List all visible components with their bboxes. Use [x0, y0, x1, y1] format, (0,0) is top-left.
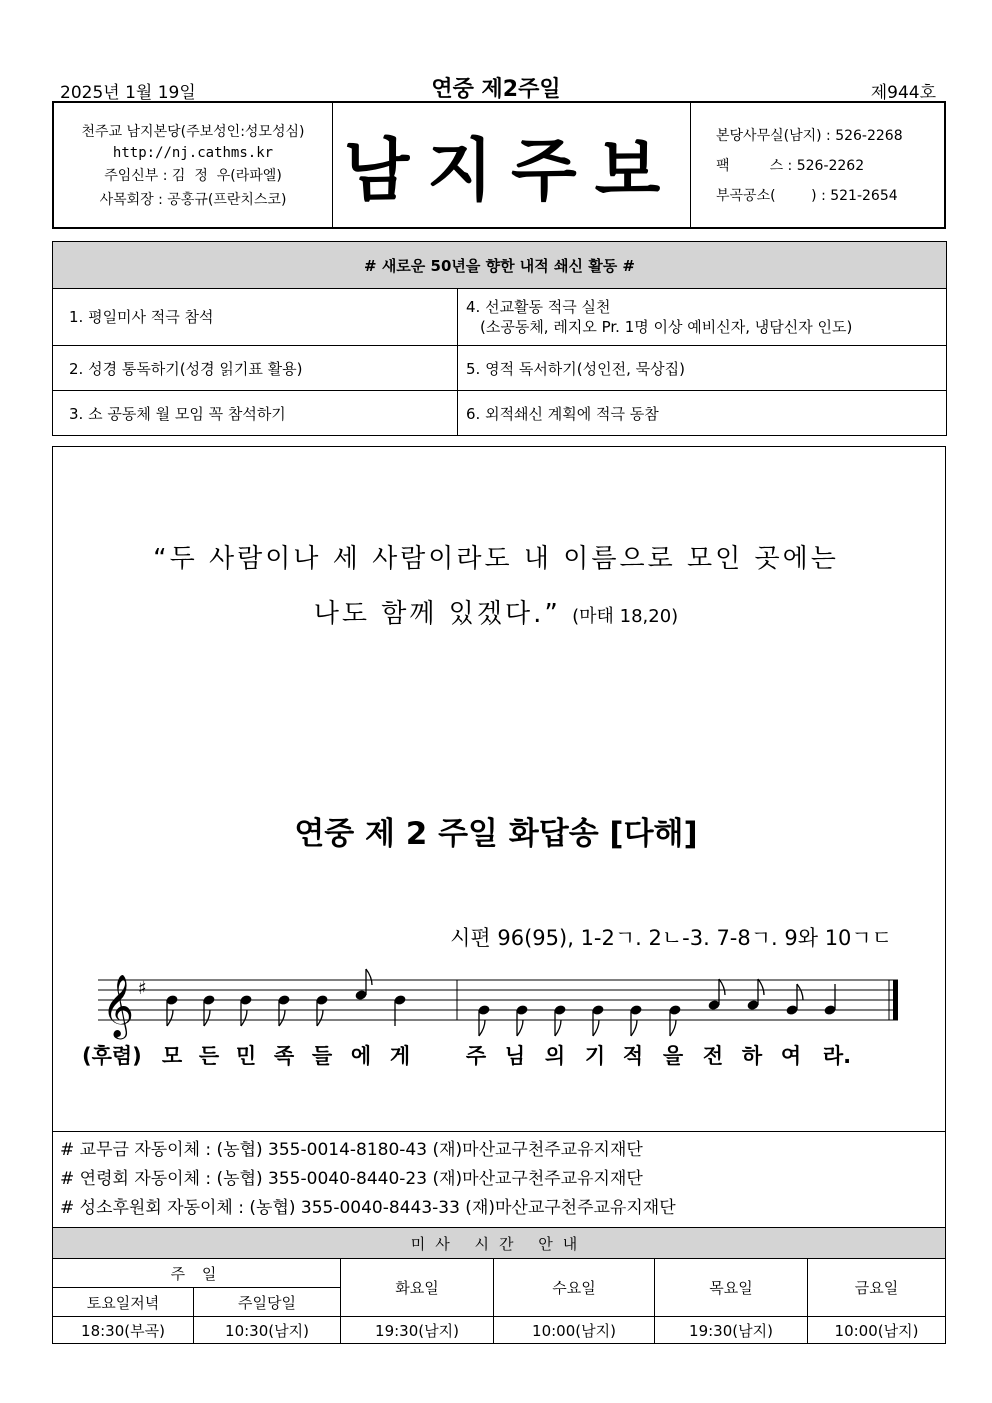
- masthead: [52, 101, 946, 229]
- notes: [165, 969, 836, 1036]
- parish-name: 천주교 남지본당(주보성인:성모성심): [81, 124, 305, 140]
- activities-table: [52, 241, 947, 436]
- final-barline: [893, 980, 898, 1020]
- bulletin-title: 남지주보: [332, 103, 691, 227]
- scripture-quote-text: 나도 함께 있겠다.”: [313, 599, 561, 629]
- day-fri: 금요일: [808, 1259, 946, 1317]
- bulletin-date: 2025년 1월 19일: [60, 83, 196, 103]
- lyric-syllable: 족: [273, 1044, 295, 1068]
- mass-schedule: [52, 1227, 946, 1344]
- lyric-syllable: 의: [544, 1044, 566, 1068]
- time-thu: 19:30(남지): [655, 1317, 808, 1344]
- time-wed: 10:00(남지): [494, 1317, 655, 1344]
- lyric-syllable: 모: [161, 1044, 183, 1068]
- liturgical-week: 연중 제2주일: [431, 77, 561, 102]
- lyric-syllable: 든: [198, 1044, 220, 1068]
- transfer-vocation: # 성소후원회 자동이체 : (농협) 355-0040-8443-33 (재)마산교구천주교유지재단: [60, 1198, 676, 1218]
- psalm-title: 연중 제 2 주일 화답송 [다해]: [294, 816, 698, 852]
- pastor-name: 주임신부 : 김 정 우(라파엘): [104, 168, 282, 184]
- lyric-syllable: 적: [622, 1044, 644, 1068]
- note-flag: [366, 969, 372, 985]
- sunday-day: 주일당일: [194, 1288, 341, 1317]
- note-flag: [204, 1010, 210, 1026]
- activity-2: 2. 성경 통독하기(성경 읽기표 활용): [53, 346, 458, 391]
- music-staff: [0, 960, 992, 1040]
- lyric-syllable: 전: [702, 1044, 724, 1068]
- activity-3: 3. 소 공동체 월 모임 꼭 참석하기: [53, 391, 458, 436]
- scripture-reference: (마태 18,20): [572, 606, 679, 627]
- lyric-syllable: 게: [389, 1044, 411, 1068]
- sharp-icon: ♯: [138, 978, 147, 999]
- time-sun: 10:30(남지): [194, 1317, 341, 1344]
- transfer-top-rule: [52, 1131, 946, 1132]
- scripture-quote-line1: “두 사람이나 세 사람이라도 내 이름으로 모인 곳에는: [153, 544, 839, 574]
- time-tue: 19:30(남지): [341, 1317, 494, 1344]
- lyric-syllable: 들: [311, 1044, 333, 1068]
- time-fri: 10:00(남지): [808, 1317, 946, 1344]
- lyric-syllable: 을: [662, 1044, 684, 1068]
- mass-caption: 미사 시간 안내: [53, 1228, 946, 1259]
- lyric-syllable: 에: [350, 1044, 372, 1068]
- note-flag: [479, 1020, 485, 1036]
- day-tue: 화요일: [341, 1259, 494, 1317]
- note-flag: [758, 979, 764, 995]
- lyric-syllable: 기: [584, 1044, 606, 1068]
- activity-5: 5. 영적 독서하기(성인전, 묵상집): [458, 346, 947, 391]
- staff-lines: [98, 980, 898, 1020]
- note-flag: [593, 1020, 599, 1036]
- note-flag: [631, 1020, 637, 1036]
- activity-4-detail: (소공동체, 레지오 Pr. 1명 이상 예비신자, 냉담신자 인도): [480, 318, 853, 336]
- transfer-dues: # 교무금 자동이체 : (농협) 355-0014-8180-43 (재)마산교구천주교유지재단: [60, 1140, 643, 1160]
- day-wed: 수요일: [494, 1259, 655, 1317]
- note-flag: [670, 1020, 676, 1036]
- note-flag: [317, 1010, 323, 1026]
- lyric-syllable: 민: [235, 1044, 257, 1068]
- note-flag: [797, 984, 803, 1000]
- activity-1: 1. 평일미사 적극 참석: [53, 289, 458, 346]
- lyric-syllable: 라.: [822, 1044, 852, 1068]
- lyric-syllable: 님: [504, 1044, 526, 1068]
- sat-evening: 토요일저녁: [53, 1288, 194, 1317]
- note-flag: [279, 1010, 285, 1026]
- time-sat: 18:30(부곡): [53, 1317, 194, 1344]
- activity-4-title: 4. 선교활동 적극 실천: [466, 298, 611, 316]
- refrain-label: (후렴): [82, 1044, 142, 1068]
- sunday-header: 주 일: [53, 1259, 341, 1288]
- note-flag: [167, 1010, 173, 1026]
- contact-list: [690, 103, 944, 227]
- parish-info: [54, 103, 333, 227]
- note-flag: [241, 1010, 247, 1026]
- issue-number: 제944호: [870, 83, 936, 103]
- contact-bugok: 부곡공소( ) : 521-2654: [716, 188, 898, 204]
- activity-4: [458, 289, 947, 346]
- lyric-syllable: 여: [780, 1044, 802, 1068]
- transfer-funeral: # 연령회 자동이체 : (농협) 355-0040-8440-23 (재)마산교구천주교유지재단: [60, 1169, 643, 1189]
- lyric-syllable: 주: [465, 1044, 487, 1068]
- psalm-reference: 시편 96(95), 1-2ㄱ. 2ㄴ-3. 7-8ㄱ. 9와 10ㄱㄷ: [450, 926, 892, 950]
- contact-fax: 팩 스 : 526-2262: [716, 158, 865, 174]
- lyric-syllable: 하: [741, 1044, 763, 1068]
- day-thu: 목요일: [655, 1259, 808, 1317]
- note-flag: [517, 1020, 523, 1036]
- note-flag: [555, 1020, 561, 1036]
- contact-office: 본당사무실(남지) : 526-2268: [716, 128, 903, 144]
- scripture-quote-line2: [0, 593, 992, 630]
- activity-6: 6. 외적쇄신 계획에 적극 동참: [458, 391, 947, 436]
- note-flag: [719, 979, 725, 995]
- treble-clef-icon: 𝄞: [102, 974, 134, 1037]
- council-head: 사목회장 : 공홍규(프란치스코): [99, 192, 287, 208]
- activities-heading: # 새로운 50년을 향한 내적 쇄신 활동 #: [53, 242, 947, 289]
- parish-url[interactable]: http://nj.cathms.kr: [112, 145, 274, 161]
